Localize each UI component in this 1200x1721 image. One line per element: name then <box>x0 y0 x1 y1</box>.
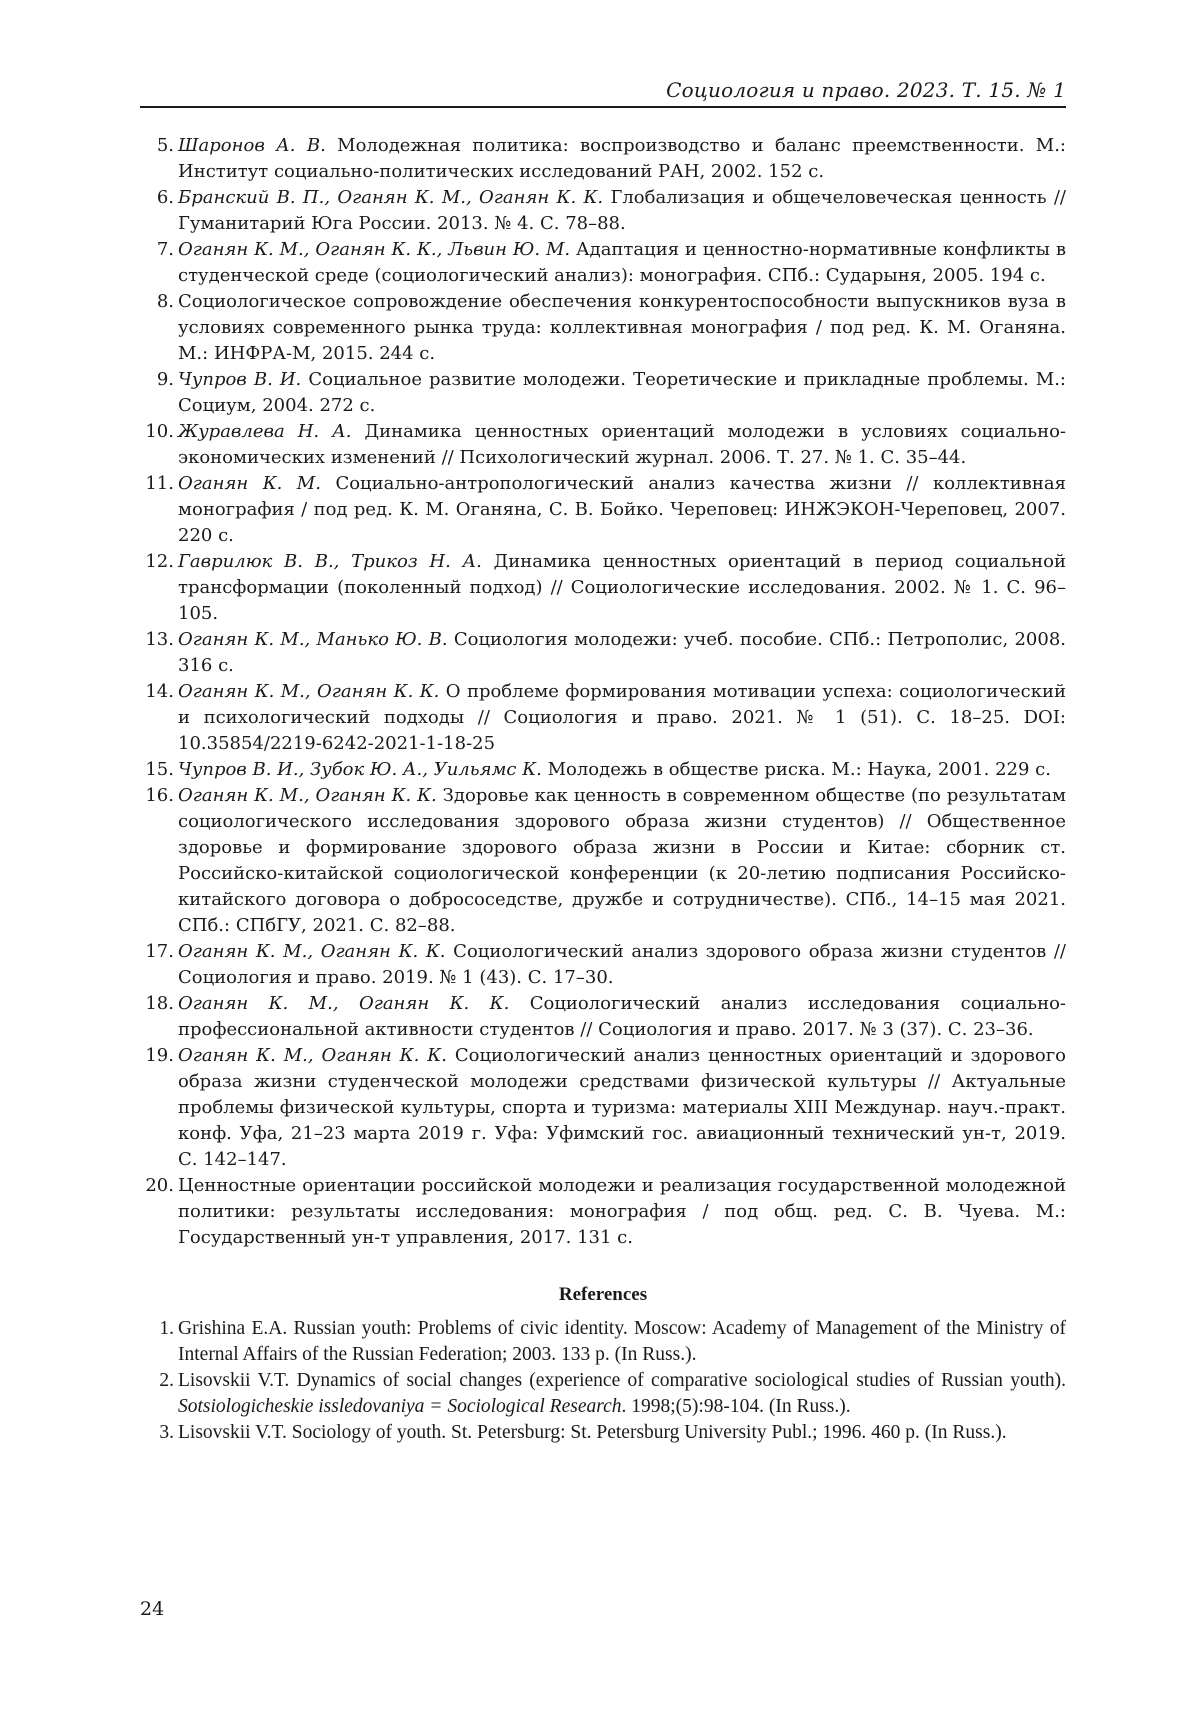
reference-number: 16. <box>145 785 174 806</box>
reference-number: 19. <box>145 1045 174 1066</box>
reference-item <box>140 1316 1066 1368</box>
reference-item <box>140 939 1066 991</box>
reference-item <box>140 549 1066 627</box>
reference-number: 7. <box>156 239 174 260</box>
reference-number: 17. <box>145 941 174 962</box>
reference-item <box>140 991 1066 1043</box>
reference-text: Социологический анализ здорового образа жизни студентов // Социология и право. 2019. № 1 (43). С. 17–30. <box>178 941 1066 988</box>
reference-text: Lisovskii V.T. Dynamics of social changes (experience of comparative sociological studies of Russian youth). <box>178 1370 1066 1391</box>
reference-authors: Чупров В. И. <box>178 369 302 390</box>
reference-authors: Оганян К. М., Оганян К. К. <box>178 1045 447 1066</box>
reference-authors: Бранский В. П., Оганян К. М., Оганян К. К. <box>178 187 604 208</box>
reference-item <box>140 289 1066 367</box>
reference-text: Молодежная политика: воспроизводство и баланс преемственности. М.: Институт социально-политических исследований РАН, 2002. 152 с. <box>178 135 1066 182</box>
reference-item <box>140 367 1066 419</box>
reference-item <box>140 133 1066 185</box>
reference-text: Динамика ценностных ориентаций молодежи в условиях социально-экономических изменений // Психологический журнал. 2006. Т. 27. № 1. С. 35–44. <box>178 421 1067 468</box>
reference-text: Lisovskii V.T. Sociology of youth. St. Petersburg: St. Petersburg University Publ.; 1996. 460 p. (In Russ.). <box>178 1422 1007 1443</box>
running-header <box>140 70 1066 108</box>
reference-text: Социально-антропологический анализ качества жизни // коллективная монография / под ред. К. М. Оганяна, С. В. Бойко. Череповец: ИНЖЭКОН-Череповец, 2007. 220 с. <box>178 473 1066 546</box>
reference-number: 11. <box>145 473 174 494</box>
reference-journal: Sotsiologicheskie issledovaniya = Sociological Research <box>178 1396 622 1417</box>
reference-item <box>140 237 1066 289</box>
reference-authors: Оганян К. М., Оганян К. К. <box>178 993 510 1014</box>
reference-item <box>140 1420 1066 1446</box>
reference-number: 9. <box>156 369 174 390</box>
reference-text: Социологический анализ ценностных ориентаций и здорового образа жизни студенческой молодежи средствами физической культуры // Актуальные проблемы физической культуры, спорта и туризма: материалы XIII Междунар. науч.-практ. конф. Уфа, 21–23 марта 2019 г. Уфа: Уфимский гос. авиационный технический ун-т, 2019. С. 142–147. <box>178 1045 1067 1170</box>
reference-item <box>140 419 1066 471</box>
reference-text: Grishina E.A. Russian youth: Problems of civic identity. Moscow: Academy of Management of the Ministry of Internal Affairs of the Russian Federation; 2003. 133 p. (In Russ.). <box>178 1318 1066 1365</box>
reference-number: 15. <box>145 759 174 780</box>
reference-number: 5. <box>156 135 174 156</box>
reference-authors: Гаврилюк В. В., Трикоз Н. А. <box>178 551 482 572</box>
reference-item <box>140 783 1066 939</box>
reference-number: 3. <box>159 1422 174 1443</box>
reference-authors: Оганян К. М. <box>178 473 321 494</box>
reference-text: Молодежь в обществе риска. М.: Наука, 2001. 229 с. <box>541 759 1051 780</box>
reference-authors: Оганян К. М., Оганян К. К., Львин Ю. М. <box>178 239 571 260</box>
reference-list-ru <box>140 133 1066 1251</box>
reference-text: Здоровье как ценность в современном обществе (по результатам социологического исследования здорового образа жизни студентов) // Общественное здоровье и формирование здорового образа жизни в России и Китае: сборник ст. Российско-китайской социологической конференции (к 20-летию подписания Российско-китайского договора о добрососедстве, дружбе и сотрудничестве). СПб., 14–15 мая 2021. СПб.: СПбГУ, 2021. С. 82–88. <box>178 785 1066 936</box>
reference-authors: Оганян К. М., Оганян К. К. <box>178 681 440 702</box>
reference-item <box>140 757 1066 783</box>
reference-text: О проблеме формирования мотивации успеха: социологический и психологический подходы // Социология и право. 2021. № 1 (51). С. 18–25. DOI: 10.35854/2219-6242-2021-1-18-25 <box>178 681 1066 754</box>
reference-number: 12. <box>145 551 174 572</box>
reference-number: 8. <box>156 291 174 312</box>
reference-item <box>140 185 1066 237</box>
reference-item <box>140 1368 1066 1420</box>
reference-authors: Журавлева Н. А. <box>178 421 352 442</box>
reference-text: Ценностные ориентации российской молодежи и реализация государственной молодежной политики: результаты исследования: монография / под общ. ред. С. В. Чуева. М.: Государственный ун-т управления, 2017. 131 с. <box>178 1175 1066 1248</box>
reference-number: 20. <box>145 1175 174 1196</box>
reference-item <box>140 1043 1066 1173</box>
reference-text: Социологическое сопровождение обеспечения конкурентоспособности выпускников вуза в условиях современного рынка труда: коллективная монография / под ред. К. М. Оганяна. М.: ИНФРА-М, 2015. 244 с. <box>178 291 1066 364</box>
reference-number: 1. <box>159 1318 174 1339</box>
reference-text: Адаптация и ценностно-нормативные конфликты в студенческой среде (социологический анализ): монография. СПб.: Сударыня, 2005. 194 с. <box>178 239 1066 286</box>
reference-authors: Оганян К. М., Оганян К. К. <box>178 785 437 806</box>
reference-item <box>140 627 1066 679</box>
reference-number: 6. <box>156 187 174 208</box>
reference-authors: Чупров В. И., Зубок Ю. А., Уильямс К. <box>178 759 542 780</box>
page-number: 24 <box>140 1598 165 1620</box>
page-content <box>140 133 1066 1446</box>
reference-authors: Оганян К. М., Манько Ю. В. <box>178 629 448 650</box>
reference-item <box>140 679 1066 757</box>
reference-text: Социальное развитие молодежи. Теоретические и прикладные проблемы. М.: Социум, 2004. 272 с. <box>178 369 1066 416</box>
reference-text: Социологический анализ исследования социально-профессиональной активности студентов // Социология и право. 2017. № 3 (37). С. 23–36. <box>178 993 1066 1040</box>
reference-list-en <box>140 1316 1066 1446</box>
reference-number: 14. <box>145 681 174 702</box>
references-heading: References <box>558 1284 648 1305</box>
reference-text: Глобализация и общечеловеческая ценность // Гуманитарий Юга России. 2013. № 4. С. 78–88. <box>178 187 1066 234</box>
reference-item <box>140 471 1066 549</box>
running-title: Социология и право. 2023. Т. 15. № 1 <box>666 78 1066 102</box>
reference-authors: Шаронов А. В. <box>178 135 326 156</box>
reference-text-tail: . 1998;(5):98-104. (In Russ.). <box>621 1396 851 1417</box>
reference-authors: Оганян К. М., Оганян К. К. <box>178 941 446 962</box>
reference-text: Динамика ценностных ориентаций в период социальной трансформации (поколенный подход) // Социологические исследования. 2002. № 1. С. 96–105. <box>178 551 1067 624</box>
reference-number: 10. <box>145 421 174 442</box>
reference-number: 2. <box>159 1370 174 1391</box>
reference-item <box>140 1173 1066 1251</box>
reference-number: 18. <box>145 993 174 1014</box>
reference-number: 13. <box>145 629 174 650</box>
reference-text: Социология молодежи: учеб. пособие. СПб.: Петрополис, 2008. 316 с. <box>178 629 1066 676</box>
